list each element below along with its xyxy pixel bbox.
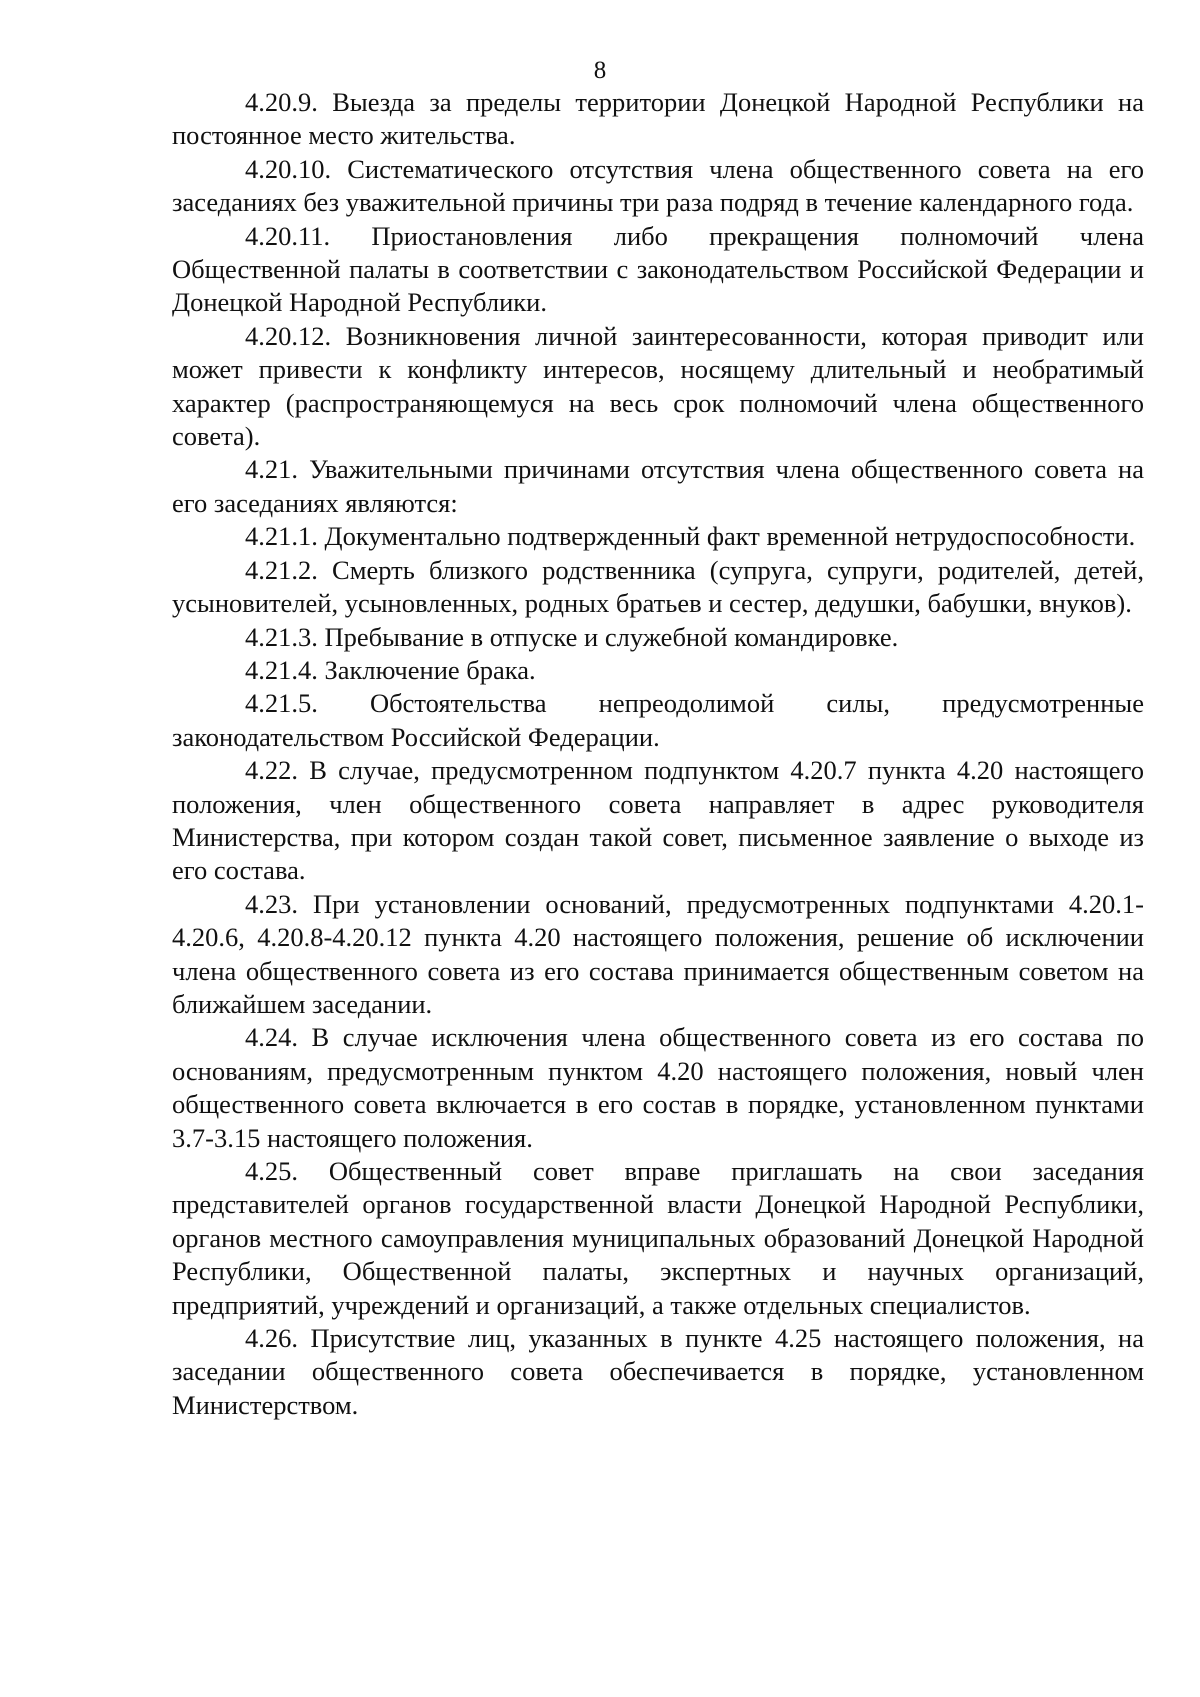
- paragraph-4-21-1: 4.21.1. Документально подтвержденный факт временной нетрудоспособности.: [245, 521, 1136, 552]
- paragraph-4-23: 4.23. При установлении оснований, предусмотренных подпунктами 4.20.1-4.20.6, 4.20.8-4.20.12 пункта 4.20 настоящего положения, решение об исключении члена общественного совета из его состава принимается общественным советом на ближайшем заседании.: [172, 888, 1144, 1019]
- paragraph-4-24: 4.24. В случае исключения члена общественного совета из его состава по основаниям, предусмотренным пунктом 4.20 настоящего положения, новый член общественного совета включается в его состав в порядке, установленном пунктами 3.7-3.15 настоящего положения.: [172, 1022, 1144, 1153]
- paragraph-4-25: 4.25. Общественный совет вправе приглашать на свои заседания представителей органов государственной власти Донецкой Народной Республики, органов местного самоуправления муниципальных образований Донецкой Народной Республики, Общественной палаты, экспертных и научных организаций, предприятий, учреждений и организаций, а также отдельных специалистов.: [172, 1156, 1144, 1320]
- paragraph-4-26: 4.26. Присутствие лиц, указанных в пункте 4.25 настоящего положения, на заседании общественного совета обеспечивается в порядке, установленном Министерством.: [172, 1323, 1144, 1420]
- paragraph-4-21: 4.21. Уважительными причинами отсутствия члена общественного совета на его заседаниях являются:: [172, 454, 1144, 518]
- paragraph-4-21-4: 4.21.4. Заключение брака.: [245, 654, 536, 685]
- paragraph-4-20-9: 4.20.9. Выезда за пределы территории Донецкой Народной Республики на постоянное место жительства.: [172, 87, 1144, 151]
- paragraph-4-21-5: 4.21.5. Обстоятельства непреодолимой силы, предусмотренные законодательством Российской Федерации.: [172, 688, 1144, 752]
- paragraph-4-22: 4.22. В случае, предусмотренном подпунктом 4.20.7 пункта 4.20 настоящего положения, член общественного совета направляет в адрес руководителя Министерства, при котором создан такой совет, письменное заявление о выходе из его состава.: [172, 755, 1144, 886]
- paragraph-4-20-12: 4.20.12. Возникновения личной заинтересованности, которая приводит или может привести к конфликту интересов, носящему длительный и необратимый характер (распространяющемуся на весь срок полномочий члена общественного совета).: [172, 320, 1144, 452]
- paragraph-4-20-10: 4.20.10. Систематического отсутствия члена общественного совета на его заседаниях без уважительной причины три раза подряд в течение календарного года.: [172, 153, 1144, 218]
- page-number: 8: [593, 57, 607, 84]
- paragraph-4-21-2: 4.21.2. Смерть близкого родственника (супруга, супруги, родителей, детей, усыновителей, усыновленных, родных братьев и сестер, дедушки, бабушки, внуков).: [172, 554, 1144, 619]
- paragraph-4-20-11: 4.20.11. Приостановления либо прекращения полномочий члена Общественной палаты в соответствии с законодательством Российской Федерации и Донецкой Народной Республики.: [172, 220, 1144, 318]
- paragraph-4-21-3: 4.21.3. Пребывание в отпуске и служебной командировке.: [245, 621, 899, 652]
- document-body: [172, 86, 1144, 1422]
